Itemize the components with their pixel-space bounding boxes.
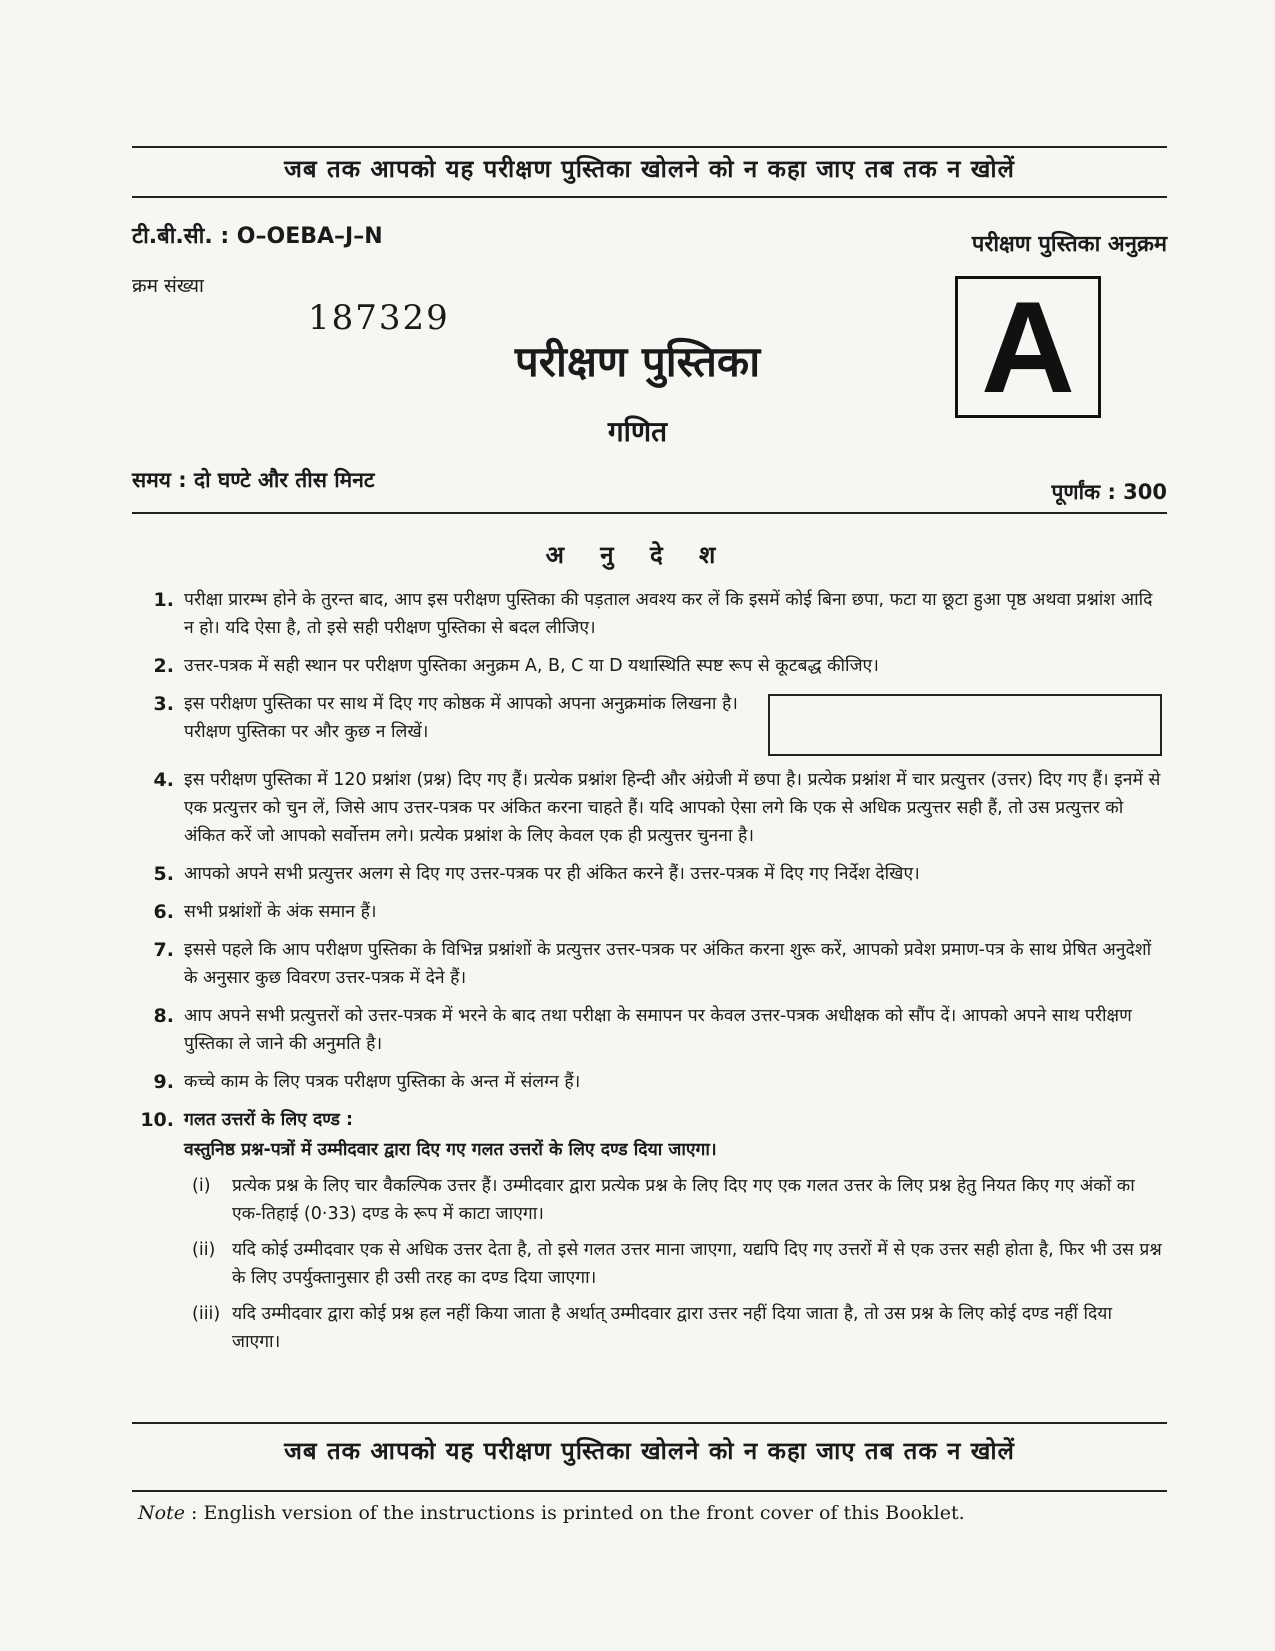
- instruction-text: गलत उत्तरों के लिए दण्ड :: [184, 1110, 354, 1130]
- instruction-text: इस परीक्षण पुस्तिका पर साथ में दिए गए कोष्ठक में आपको अपना अनुक्रमांक लिखना है। परीक्षण पुस्तिका पर और कुछ न लिखें।: [184, 694, 738, 742]
- instruction-item: [132, 690, 1162, 756]
- instruction-number: 10.: [140, 1109, 174, 1131]
- instruction-text: सभी प्रश्नांशों के अंक समान हैं।: [184, 902, 377, 922]
- serial-number: 187329: [308, 298, 450, 338]
- series-box: [955, 276, 1101, 418]
- instruction-text: इससे पहले कि आप परीक्षण पुस्तिका के विभिन्न प्रश्नांशों के प्रत्युत्तर उत्तर-पत्रक पर अंकित करना शुरू करें, आपको प्रवेश प्रमाण-पत्र के साथ प्रेषित अनुदेशों के अनुसार कुछ विवरण उत्तर-पत्रक में देने हैं।: [184, 940, 1152, 988]
- booklet-series-label: परीक्षण पुस्तिका अनुक्रम: [971, 232, 1167, 257]
- instruction-text: इस परीक्षण पुस्तिका में 120 प्रश्नांश (प्रश्न) दिए गए हैं। प्रत्येक प्रश्नांश हिन्दी और अंग्रेजी में छपा है। प्रत्येक प्रश्नांश में चार प्रत्युत्तर (उत्तर) दिए गए हैं। इनमें से एक प्रत्युत्तर को चुन लें, जिसे आप उत्तर-पत्रक पर अंकित करना चाहते हैं। यदि आपको ऐसा लगे कि एक से अधिक प्रत्युत्तर सही हैं, तो उस प्रत्युत्तर को अंकित करें जो आपको सर्वोत्तम लगे। प्रत्येक प्रश्नांश के लिए केवल एक ही प्रत्युत्तर चुनना है।: [184, 770, 1161, 846]
- serial-number-label: क्रम संख्या: [132, 275, 204, 297]
- header-divider: [132, 512, 1167, 514]
- instructions-heading: अ नु दे श: [545, 541, 730, 569]
- instruction-item: [132, 1106, 1162, 1134]
- penalty-intro: वस्तुनिष्ठ प्रश्न-पत्रों में उम्मीदवार द्वारा दिए गए गलत उत्तरों के लिए दण्ड दिया जाएगा।: [184, 1140, 717, 1160]
- instruction-number: 2.: [153, 655, 174, 677]
- note-text: : English version of the instructions is printed on the front cover of this Booklet.: [191, 1502, 965, 1524]
- instruction-number: 3.: [153, 693, 174, 715]
- instruction-item: [132, 586, 1162, 642]
- top-rule-lower: [132, 196, 1167, 198]
- subject-title: गणित: [607, 415, 668, 448]
- booklet-title: परीक्षण पुस्तिका: [514, 337, 761, 386]
- roll-number-box[interactable]: [768, 694, 1162, 756]
- series-letter: A: [981, 274, 1075, 420]
- instruction-item: [132, 898, 1162, 926]
- instruction-number: 1.: [153, 589, 174, 611]
- instruction-item: [132, 766, 1162, 850]
- sub-item-text: यदि उम्मीदवार द्वारा कोई प्रश्न हल नहीं किया जाता है अर्थात् उम्मीदवार द्वारा उत्तर नहीं दिया जाता है, तो उस प्रश्न के लिए कोई दण्ड नहीं दिया जाएगा।: [232, 1304, 1112, 1352]
- maximum-marks: पूर्णांक : 300: [1051, 480, 1167, 504]
- top-rule: [132, 146, 1167, 148]
- instruction-number: 6.: [153, 901, 174, 923]
- tbc-code: टी.बी.सी. : O–OEBA–J–N: [132, 224, 383, 249]
- do-not-open-warning-bottom: जब तक आपको यह परीक्षण पुस्तिका खोलने को न कहा जाए तब तक न खोलें: [284, 1437, 1015, 1465]
- sub-item-number: (i): [192, 1176, 211, 1196]
- instruction-text: आप अपने सभी प्रत्युत्तरों को उत्तर-पत्रक में भरने के बाद तथा परीक्षा के समापन पर केवल उत्तर-पत्रक अधीक्षक को सौंप दें। आपको अपने साथ परीक्षण पुस्तिका ले जाने की अनुमति है।: [184, 1006, 1132, 1054]
- sub-item-number: (ii): [192, 1240, 216, 1260]
- instruction-text: कच्चे काम के लिए पत्रक परीक्षण पुस्तिका के अन्त में संलग्न हैं।: [184, 1072, 581, 1092]
- instruction-item: [132, 936, 1162, 992]
- instruction-number: 4.: [153, 769, 174, 791]
- sub-item-text: प्रत्येक प्रश्न के लिए चार वैकल्पिक उत्तर हैं। उम्मीदवार द्वारा प्रत्येक प्रश्न के लिए दिए गए एक गलत उत्तर के लिए प्रश्न हेतु नियत किए गए अंकों का एक-तिहाई (0·33) दण्ड के रूप में काटा जाएगा।: [232, 1176, 1135, 1224]
- do-not-open-warning-top: जब तक आपको यह परीक्षण पुस्तिका खोलने को न कहा जाए तब तक न खोलें: [284, 155, 1015, 183]
- instructions-list: [132, 586, 1162, 1356]
- instruction-item: [132, 652, 1162, 680]
- note-label: Note: [138, 1502, 185, 1524]
- bottom-rule: [132, 1422, 1167, 1424]
- instruction-number: 7.: [153, 939, 174, 961]
- instruction-item: [132, 860, 1162, 888]
- penalty-sub-item: [192, 1300, 1162, 1356]
- bottom-rule-lower: [132, 1490, 1167, 1492]
- instruction-text: आपको अपने सभी प्रत्युत्तर अलग से दिए गए उत्तर-पत्रक पर ही अंकित करने हैं। उत्तर-पत्रक में दिए गए निर्देश देखिए।: [184, 864, 920, 884]
- english-version-note: [138, 1502, 965, 1524]
- instruction-text: परीक्षा प्रारम्भ होने के तुरन्त बाद, आप इस परीक्षण पुस्तिका की पड़ताल अवश्य कर लें कि इसमें कोई बिना छपा, फटा या छूटा हुआ पृष्ठ अथवा प्रश्नांश आदि न हो। यदि ऐसा है, तो इसे सही परीक्षण पुस्तिका से बदल लीजिए।: [184, 590, 1153, 638]
- sub-item-number: (iii): [192, 1304, 221, 1324]
- penalty-sub-item: [192, 1172, 1162, 1228]
- penalty-sub-item: [192, 1236, 1162, 1292]
- sub-item-text: यदि कोई उम्मीदवार एक से अधिक उत्तर देता है, तो इसे गलत उत्तर माना जाएगा, यद्यपि दिए गए उत्तरों में से एक उत्तर सही होता है, फिर भी उस प्रश्न के लिए उपर्युक्तानुसार ही उसी तरह का दण्ड दिया जाएगा।: [232, 1240, 1162, 1288]
- instruction-number: 5.: [153, 863, 174, 885]
- instruction-number: 8.: [153, 1005, 174, 1027]
- time-allowed: समय : दो घण्टे और तीस मिनट: [132, 468, 375, 492]
- instruction-number: 9.: [153, 1071, 174, 1093]
- instruction-item: [132, 1068, 1162, 1096]
- instruction-text: उत्तर-पत्रक में सही स्थान पर परीक्षण पुस्तिका अनुक्रम A, B, C या D यथास्थिति स्पष्ट रूप से कूटबद्ध कीजिए।: [184, 656, 879, 676]
- instruction-item: [132, 1002, 1162, 1058]
